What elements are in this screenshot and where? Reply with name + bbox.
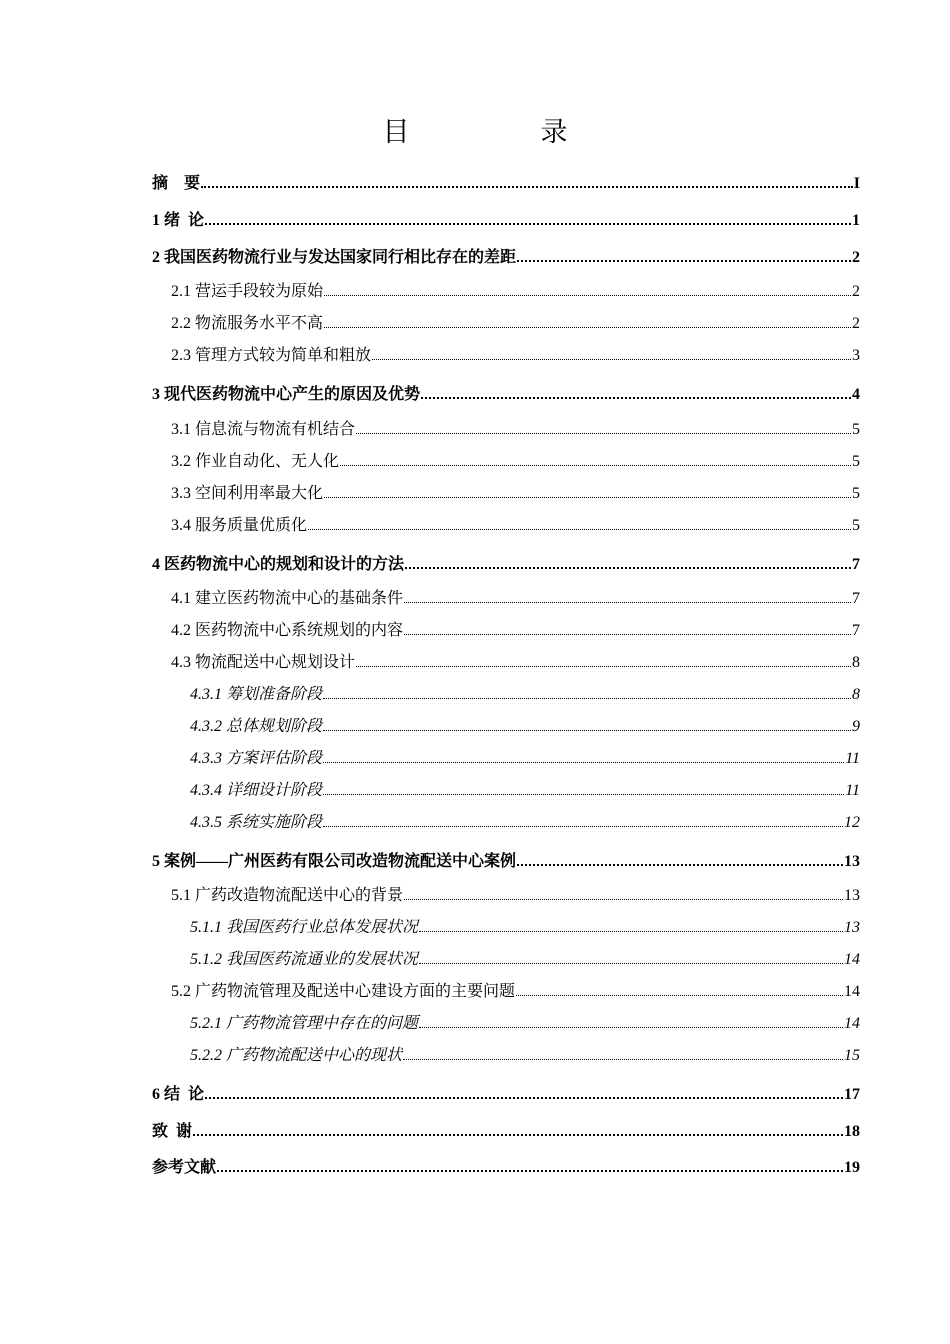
toc-dot-leader [516, 994, 843, 996]
toc-entry-label: 4 医药物流中心的规划和设计的方法 [152, 556, 405, 573]
toc-dot-leader [405, 566, 851, 569]
toc-entry-label: 参考文献 [152, 1159, 217, 1176]
toc-entry[interactable] [190, 1012, 860, 1036]
toc-entry-page-number: 13 [844, 853, 860, 870]
toc-dot-leader [419, 962, 843, 964]
toc-entry-page-number: 5 [852, 517, 860, 534]
toc-entry-label: 2.1 营运手段较为原始 [171, 283, 324, 300]
toc-entry[interactable] [152, 1156, 860, 1180]
toc-entry-label: 4.3.1 筹划准备阶段 [190, 686, 323, 703]
toc-entry[interactable] [152, 246, 860, 270]
toc-entry-label: 3 现代医药物流中心产生的原因及优势 [152, 386, 421, 403]
toc-dot-leader [403, 1058, 843, 1060]
toc-entry[interactable] [152, 1120, 860, 1144]
toc-entry-page-number: 7 [852, 556, 860, 573]
toc-dot-leader [323, 793, 844, 795]
toc-dot-leader [324, 294, 851, 296]
toc-dot-leader [205, 222, 851, 225]
toc-dot-leader [308, 528, 851, 530]
toc-entry-page-number: 1 [852, 212, 860, 229]
toc-entry-label: 3.2 作业自动化、无人化 [171, 453, 340, 470]
toc-entry[interactable] [190, 747, 860, 771]
toc-entry[interactable] [152, 553, 860, 577]
toc-entry-label: 4.2 医药物流中心系统规划的内容 [171, 622, 404, 639]
toc-entry-label: 5.1.1 我国医药行业总体发展状况 [190, 919, 419, 936]
toc-entry-label: 致 谢 [152, 1123, 193, 1140]
toc-entry-page-number: 11 [845, 750, 860, 767]
toc-dot-leader [323, 761, 844, 763]
toc-dot-leader [404, 633, 851, 635]
toc-dot-leader [323, 697, 851, 699]
toc-entry-page-number: 2 [852, 249, 860, 266]
toc-entry-page-number: 3 [852, 347, 860, 364]
toc-dot-leader [324, 326, 851, 328]
toc-entry-label: 5.1.2 我国医药流通业的发展状况 [190, 951, 419, 968]
toc-entry[interactable] [171, 280, 860, 304]
toc-entry-page-number: 14 [844, 951, 860, 968]
toc-entry-label: 3.4 服务质量优质化 [171, 517, 308, 534]
toc-entry-page-number: 18 [844, 1123, 860, 1140]
toc-entry[interactable] [152, 850, 860, 874]
toc-dot-leader [517, 863, 843, 866]
toc-entry-page-number: 11 [845, 782, 860, 799]
toc-entry[interactable] [190, 1044, 860, 1068]
toc-entry-page-number: 5 [852, 453, 860, 470]
toc-entry[interactable] [171, 980, 860, 1004]
toc-dot-leader [372, 358, 851, 360]
toc-entry-page-number: 4 [852, 386, 860, 403]
toc-entry-label: 2 我国医药物流行业与发达国家同行相比存在的差距 [152, 249, 517, 266]
toc-entry-label: 5.2.2 广药物流配送中心的现状 [190, 1047, 403, 1064]
toc-entry-label: 摘 要 [152, 175, 201, 192]
toc-entry-page-number: 5 [852, 485, 860, 502]
toc-entry-page-number: 7 [852, 590, 860, 607]
toc-entry-page-number: 14 [844, 1015, 860, 1032]
toc-entry[interactable] [190, 916, 860, 940]
toc-entry[interactable] [171, 418, 860, 442]
toc-dot-leader [404, 601, 851, 603]
toc-entry-page-number: 8 [852, 654, 860, 671]
toc-dot-leader [356, 432, 851, 434]
toc-entry[interactable] [190, 683, 860, 707]
toc-dot-leader [421, 396, 851, 399]
toc-entry[interactable] [171, 450, 860, 474]
toc-entry-label: 2.3 管理方式较为简单和粗放 [171, 347, 372, 364]
toc-dot-leader [201, 185, 853, 188]
toc-entry-page-number: 13 [844, 887, 860, 904]
toc-entry-label: 3.3 空间利用率最大化 [171, 485, 324, 502]
toc-entry-label: 1 绪 论 [152, 212, 205, 229]
toc-entry[interactable] [171, 619, 860, 643]
toc-entry-page-number: I [853, 175, 860, 192]
toc-entry-page-number: 7 [852, 622, 860, 639]
toc-entry-label: 4.3 物流配送中心规划设计 [171, 654, 356, 671]
toc-entry-label: 2.2 物流服务水平不高 [171, 315, 324, 332]
toc-entry[interactable] [171, 514, 860, 538]
page-title: 目 录 [382, 117, 620, 148]
toc-entry-label: 5.2 广药物流管理及配送中心建设方面的主要问题 [171, 983, 516, 1000]
toc-entry-page-number: 14 [844, 983, 860, 1000]
toc-entry[interactable] [171, 884, 860, 908]
toc-entry-label: 4.3.4 详细设计阶段 [190, 782, 323, 799]
toc-entry-page-number: 9 [852, 718, 860, 735]
toc-entry-page-number: 5 [852, 421, 860, 438]
toc-dot-leader [323, 825, 843, 827]
toc-dot-leader [193, 1133, 843, 1136]
toc-entry[interactable] [152, 209, 860, 233]
toc-entry[interactable] [171, 587, 860, 611]
toc-entry[interactable] [171, 344, 860, 368]
toc-entry[interactable] [152, 383, 860, 407]
toc-dot-leader [205, 1096, 843, 1099]
toc-entry[interactable] [190, 715, 860, 739]
toc-entry[interactable] [190, 811, 860, 835]
toc-entry-page-number: 2 [852, 315, 860, 332]
toc-dot-leader [324, 496, 851, 498]
toc-entry-label: 4.3.2 总体规划阶段 [190, 718, 323, 735]
toc-entry[interactable] [152, 172, 860, 196]
toc-entry-label: 5 案例——广州医药有限公司改造物流配送中心案例 [152, 853, 517, 870]
toc-entry[interactable] [171, 482, 860, 506]
toc-entry-page-number: 17 [844, 1086, 860, 1103]
toc-dot-leader [404, 898, 843, 900]
toc-entry[interactable] [190, 948, 860, 972]
toc-entry-page-number: 2 [852, 283, 860, 300]
toc-dot-leader [340, 464, 851, 466]
toc-entry-label: 4.1 建立医药物流中心的基础条件 [171, 590, 404, 607]
toc-dot-leader [323, 729, 851, 731]
toc-entry-page-number: 13 [844, 919, 860, 936]
toc-dot-leader [419, 930, 843, 932]
toc-entry-label: 5.1 广药改造物流配送中心的背景 [171, 887, 404, 904]
toc-entry[interactable] [190, 779, 860, 803]
toc-dot-leader [217, 1169, 843, 1172]
toc-entry-page-number: 19 [844, 1159, 860, 1176]
toc-dot-leader [419, 1026, 843, 1028]
toc-dot-leader [517, 259, 851, 262]
toc-entry-label: 4.3.3 方案评估阶段 [190, 750, 323, 767]
toc-entry-label: 6 结 论 [152, 1086, 205, 1103]
toc-entry-label: 5.2.1 广药物流管理中存在的问题 [190, 1015, 419, 1032]
toc-entry[interactable] [152, 1083, 860, 1107]
toc-entry-label: 4.3.5 系统实施阶段 [190, 814, 323, 831]
toc-entry-page-number: 8 [852, 686, 860, 703]
toc-entry[interactable] [171, 651, 860, 675]
toc-entry[interactable] [171, 312, 860, 336]
toc-dot-leader [356, 665, 851, 667]
toc-entry-label: 3.1 信息流与物流有机结合 [171, 421, 356, 438]
toc-entry-page-number: 12 [844, 814, 860, 831]
toc-entry-page-number: 15 [844, 1047, 860, 1064]
